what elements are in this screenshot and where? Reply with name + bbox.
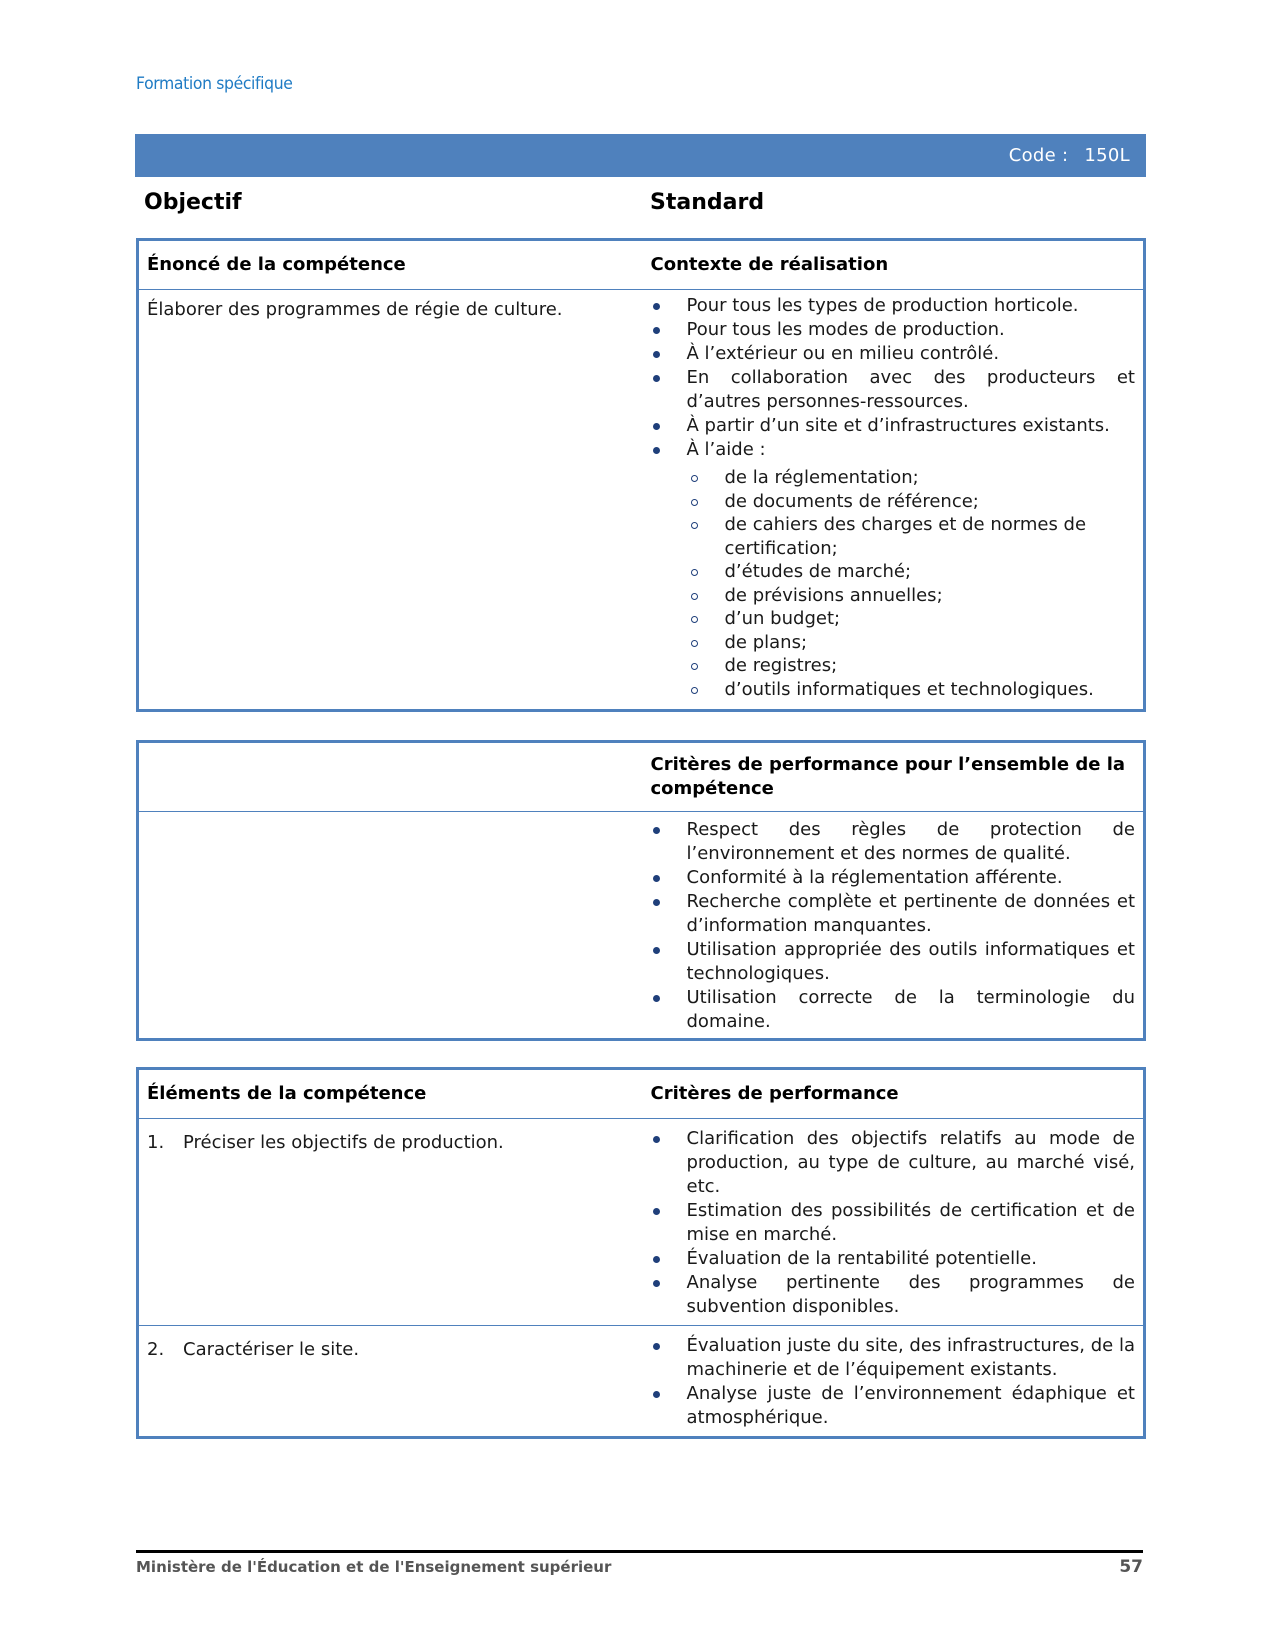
contexte-header: Contexte de réalisation bbox=[650, 254, 889, 275]
circle-bullet-icon bbox=[691, 569, 698, 576]
bullet-icon bbox=[653, 303, 660, 310]
global-criteria-header bbox=[138, 742, 1145, 812]
circle-bullet-icon bbox=[691, 499, 698, 506]
bullet-icon bbox=[653, 1280, 660, 1287]
bullet-icon bbox=[653, 375, 660, 382]
sublist-item: d’études de marché; bbox=[687, 560, 1136, 584]
bullet-icon bbox=[653, 327, 660, 334]
bullet-icon bbox=[653, 423, 660, 430]
list-item: Clarification des objectifs relatifs au mode de production, au type de culture, au marché visé, etc. bbox=[645, 1127, 1136, 1199]
list-item: À partir d’un site et d’infrastructures existants. bbox=[645, 414, 1136, 438]
element-item bbox=[139, 1326, 645, 1372]
element-cell bbox=[138, 1326, 645, 1438]
running-head: Formation spécifique bbox=[136, 74, 293, 94]
bullet-icon bbox=[653, 827, 660, 834]
bullet-icon bbox=[653, 1136, 660, 1143]
element-number: 2. bbox=[147, 1339, 165, 1360]
list-item: À l’extérieur ou en milieu contrôlé. bbox=[645, 342, 1136, 366]
bullet-icon bbox=[653, 447, 660, 454]
sublist-item: de la réglementation; bbox=[687, 466, 1136, 490]
competence-table-header bbox=[138, 240, 1145, 290]
standard-heading: Standard bbox=[650, 190, 765, 215]
bullet-icon bbox=[653, 899, 660, 906]
empty-header bbox=[139, 743, 645, 767]
competence-statement: Élaborer des programmes de régie de culture. bbox=[147, 299, 563, 320]
bullet-icon bbox=[653, 1343, 660, 1350]
objectif-heading: Objectif bbox=[144, 190, 242, 215]
criteria-cell bbox=[645, 1326, 1145, 1438]
sublist-item: de documents de référence; bbox=[687, 490, 1136, 514]
sublist-item: d’outils informatiques et technologiques. bbox=[687, 678, 1136, 702]
list-item: Recherche complète et pertinente de données et d’information manquantes. bbox=[645, 890, 1136, 938]
criteria-list bbox=[645, 1326, 1144, 1436]
circle-bullet-icon bbox=[691, 522, 698, 529]
header-cell bbox=[645, 742, 1145, 812]
elements-table bbox=[136, 1067, 1146, 1439]
list-item: À l’aide : de la réglementation; de documents de référence; de cahiers des charges et de normes de certification; d’études de marché; de prévisions annuelles; d’un budget; de plans; de registres; d’outils informatiques et technologiques. bbox=[645, 438, 1136, 701]
circle-bullet-icon bbox=[691, 640, 698, 647]
global-criteria-row bbox=[138, 812, 1145, 1040]
element-item bbox=[139, 1119, 645, 1165]
element-cell bbox=[138, 1119, 645, 1326]
criteria-header: Critères de performance bbox=[650, 1083, 899, 1104]
header-cell bbox=[645, 240, 1145, 290]
sublist-item: de registres; bbox=[687, 654, 1136, 678]
list-item: Évaluation de la rentabilité potentielle. bbox=[645, 1247, 1136, 1271]
competence-table-row bbox=[138, 290, 1145, 711]
global-criteria-heading: Critères de performance pour l’ensemble de la compétence bbox=[650, 754, 1126, 799]
code-bar bbox=[135, 134, 1146, 177]
circle-bullet-icon bbox=[691, 687, 698, 694]
bullet-icon bbox=[653, 995, 660, 1002]
list-item: Pour tous les types de production horticole. bbox=[645, 294, 1136, 318]
circle-bullet-icon bbox=[691, 616, 698, 623]
bullet-icon bbox=[653, 1256, 660, 1263]
context-list bbox=[645, 290, 1144, 709]
list-item: Pour tous les modes de production. bbox=[645, 318, 1136, 342]
table-row bbox=[138, 1326, 1145, 1438]
sublist-item: de prévisions annuelles; bbox=[687, 584, 1136, 608]
list-item: Évaluation juste du site, des infrastructures, de la machinerie et de l’équipement existants. bbox=[645, 1334, 1136, 1382]
list-item: Estimation des possibilités de certification et de mise en marché. bbox=[645, 1199, 1136, 1247]
context-cell bbox=[645, 290, 1145, 711]
bullet-icon bbox=[653, 351, 660, 358]
footer-publisher: Ministère de l'Éducation et de l'Enseignement supérieur bbox=[136, 1558, 612, 1576]
sublist-item: de cahiers des charges et de normes de certification; bbox=[687, 513, 1136, 560]
element-text: Préciser les objectifs de production. bbox=[183, 1132, 504, 1153]
column-headings bbox=[0, 190, 1275, 226]
bullet-icon bbox=[653, 1391, 660, 1398]
element-number: 1. bbox=[147, 1132, 165, 1153]
circle-bullet-icon bbox=[691, 663, 698, 670]
criteria-cell bbox=[645, 1119, 1145, 1326]
footer-divider bbox=[136, 1550, 1143, 1553]
bullet-icon bbox=[653, 947, 660, 954]
elements-header: Éléments de la compétence bbox=[147, 1083, 427, 1104]
criteria-cell bbox=[645, 812, 1145, 1040]
list-item: Respect des règles de protection de l’environnement et des normes de qualité. bbox=[645, 818, 1136, 866]
enonce-header: Énoncé de la compétence bbox=[147, 254, 406, 275]
list-item: Conformité à la réglementation afférente. bbox=[645, 866, 1136, 890]
bullet-icon bbox=[653, 875, 660, 882]
list-item: Analyse juste de l’environnement édaphique et atmosphérique. bbox=[645, 1382, 1136, 1430]
sublist-item: d’un budget; bbox=[687, 607, 1136, 631]
header-cell bbox=[138, 1069, 645, 1119]
list-item: En collaboration avec des producteurs et d’autres personnes-ressources. bbox=[645, 366, 1136, 414]
circle-bullet-icon bbox=[691, 475, 698, 482]
page-number: 57 bbox=[1119, 1557, 1143, 1577]
global-criteria-table bbox=[136, 740, 1146, 1041]
element-text: Caractériser le site. bbox=[183, 1339, 360, 1360]
header-cell bbox=[645, 1069, 1145, 1119]
header-cell bbox=[138, 742, 645, 812]
statement-cell bbox=[138, 290, 645, 711]
circle-bullet-icon bbox=[691, 593, 698, 600]
bullet-icon bbox=[653, 1208, 660, 1215]
code-value: 150L bbox=[1084, 145, 1130, 166]
header-cell bbox=[138, 240, 645, 290]
list-item: Utilisation correcte de la terminologie du domaine. bbox=[645, 986, 1136, 1034]
table-row bbox=[138, 1119, 1145, 1326]
code-label: Code : bbox=[1008, 145, 1069, 166]
elements-table-header bbox=[138, 1069, 1145, 1119]
global-criteria-list bbox=[645, 812, 1144, 1038]
empty-cell bbox=[138, 812, 645, 1040]
list-item: Utilisation appropriée des outils informatiques et technologiques. bbox=[645, 938, 1136, 986]
aide-sublist bbox=[687, 466, 1136, 701]
competence-table bbox=[136, 238, 1146, 712]
sublist-item: de plans; bbox=[687, 631, 1136, 655]
list-item: Analyse pertinente des programmes de subvention disponibles. bbox=[645, 1271, 1136, 1319]
criteria-list bbox=[645, 1119, 1144, 1325]
